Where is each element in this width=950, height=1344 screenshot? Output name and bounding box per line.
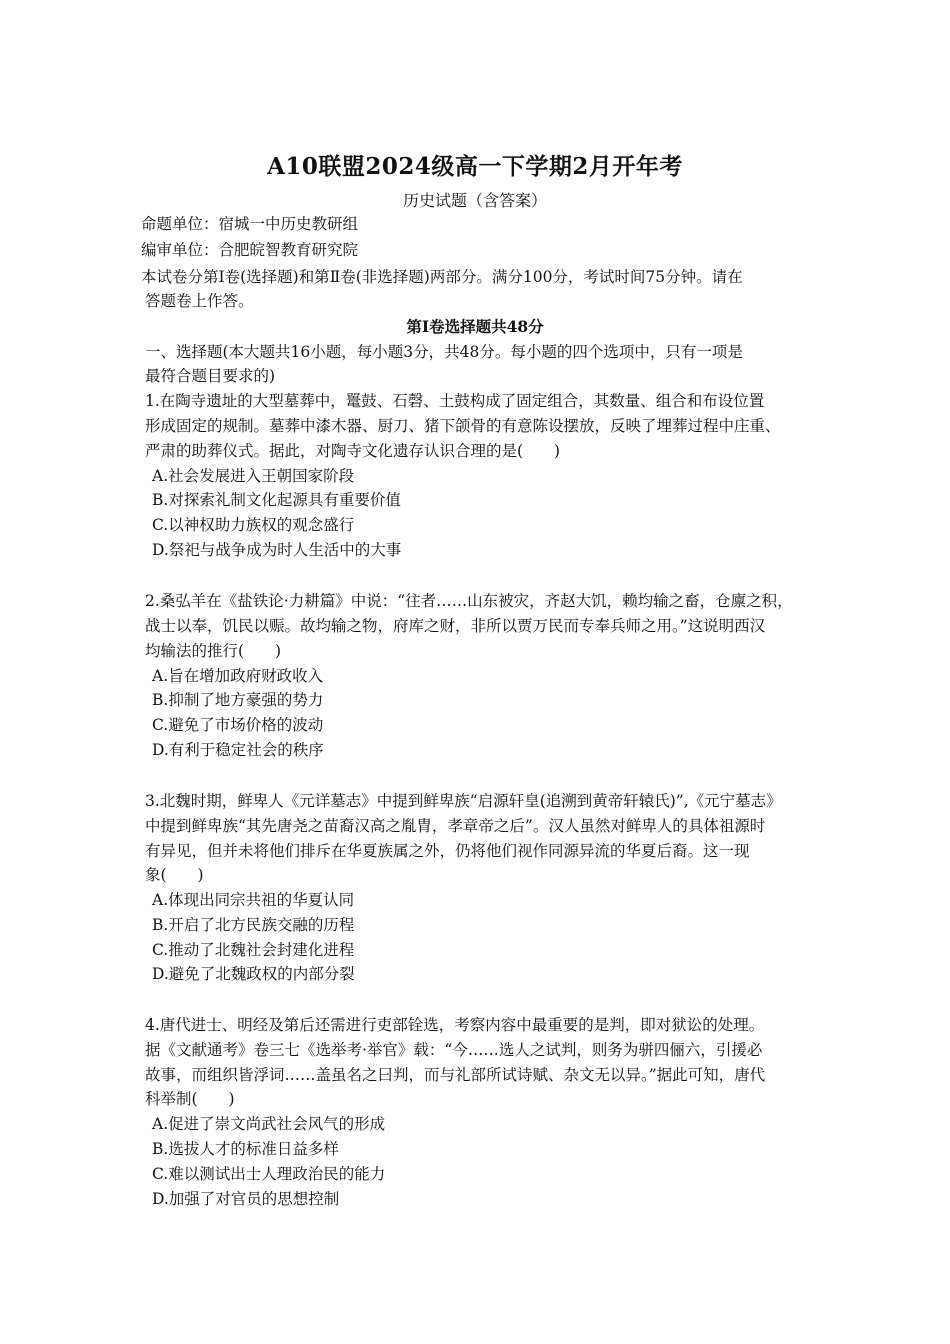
option-c: C.推动了北魏社会封建化进程: [152, 941, 355, 959]
question-text: 象( ): [145, 866, 204, 884]
intro-line: 本试卷分第Ⅰ卷(选择题)和第Ⅱ卷(非选择题)两部分。满分100分，考试时间75分钟。请在: [141, 268, 743, 286]
question-text: 科举制( ): [145, 1090, 235, 1108]
question-text: 故事，而组织皆浮词……盖虽名之曰判，而与礼部所试诗赋、杂文无以异。”据此可知，唐代: [145, 1066, 766, 1084]
question-text: 均输法的推行( ): [145, 642, 282, 660]
instruction-line: 最符合题目要求的): [145, 367, 276, 385]
option-d: D.避免了北魏政权的内部分裂: [152, 965, 355, 983]
exam-title: A10联盟2024级高一下学期2月开年考: [267, 153, 683, 180]
option-c: C.避免了市场价格的波动: [152, 716, 324, 734]
section-heading: 第Ⅰ卷选择题共48分: [406, 317, 544, 336]
option-d: D.加强了对官员的思想控制: [152, 1190, 340, 1208]
question-text: 中提到鲜卑族“其先唐尧之苗裔汉高之胤胄，孝章帝之后”。汉人虽然对鲜卑人的具体祖源时: [145, 817, 766, 835]
option-d: D.祭祀与战争成为时人生活中的大事: [152, 541, 402, 559]
option-b: B.对探索礼制文化起源具有重要价值: [152, 491, 401, 509]
option-b: B.抑制了地方豪强的势力: [152, 691, 324, 709]
question-text: 1.在陶寺遗址的大型墓葬中，鼍鼓、石磬、土鼓构成了固定组合，其数量、组合和布设位置: [145, 392, 765, 410]
intro-line: 答题卷上作答。: [145, 292, 254, 310]
question-text: 有异见，但并未将他们排斥在华夏族属之外，仍将他们视作同源异流的华夏后裔。这一现: [145, 842, 750, 860]
option-c: C.难以测试出士人理政治民的能力: [152, 1165, 386, 1183]
option-b: B.选拔人才的标准日益多样: [152, 1140, 339, 1158]
instruction-line: 一、选择题(本大题共16小题，每小题3分，共48分。每小题的四个选项中，只有一项是: [145, 343, 743, 361]
question-text: 形成固定的规制。墓葬中漆木器、厨刀、猪下颌骨的有意陈设摆放，反映了埋葬过程中庄重、: [145, 417, 781, 435]
question-text: 3.北魏时期，鲜卑人《元详墓志》中提到鲜卑族“启源轩皇(追溯到黄帝轩辕氏)”,《元宁墓志》: [145, 792, 782, 810]
question-text: 据《文献通考》卷三七《选举考·举官》载：“今……选人之试判，则务为骈四俪六，引援必: [145, 1041, 763, 1059]
option-a: A.体现出同宗共祖的华夏认同: [152, 891, 355, 909]
review-line: 编审单位：合肥皖智教育研究院: [141, 241, 359, 259]
option-c: C.以神权助力族权的观念盛行: [152, 516, 355, 534]
question-text: 战士以奉，饥民以赈。故均输之物，府库之财，非所以贾万民而专奉兵师之用。”这说明西汉: [145, 617, 766, 635]
option-a: A.促进了崇文尚武社会风气的形成: [152, 1115, 386, 1133]
option-d: D.有利于稳定社会的秩序: [152, 741, 324, 759]
option-b: B.开启了北方民族交融的历程: [152, 916, 355, 934]
option-a: A.旨在增加政府财政收入: [152, 667, 324, 685]
question-text: 严肃的助葬仪式。据此，对陶寺文化遗存认识合理的是( ): [145, 442, 561, 460]
option-a: A.社会发展进入王朝国家阶段: [152, 467, 355, 485]
unit-line: 命题单位：宿城一中历史教研组: [141, 215, 359, 233]
exam-subtitle: 历史试题（含答案）: [402, 191, 547, 210]
question-text: 2.桑弘羊在《盐铁论·力耕篇》中说：“往者……山东被灾，齐赵大饥，赖均输之畜，仓廪之积，: [145, 592, 793, 610]
question-text: 4.唐代进士、明经及第后还需进行吏部铨选，考察内容中最重要的是判，即对狱讼的处理。: [145, 1016, 765, 1034]
